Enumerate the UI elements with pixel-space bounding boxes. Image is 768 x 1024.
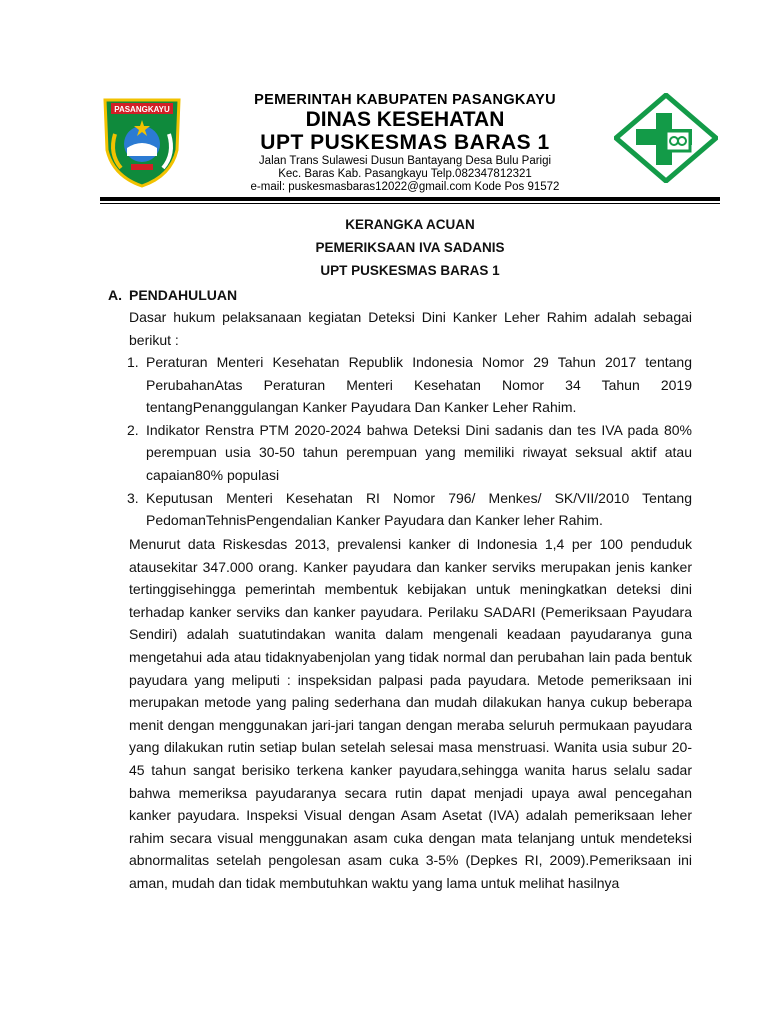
puskesmas-logo <box>614 93 718 183</box>
list-item-number: 3. <box>127 489 139 506</box>
letterhead-email-postcode: e-mail: puskesmasbaras12022@gmail.com Kode Pos 91572 <box>250 181 560 193</box>
list-item-text: Keputusan Menteri Kesehatan RI Nomor 796/ Menkes/ SK/VII/2010 Tentang PedomanTehnisPengendalian Kanker Payudara dan Kanker leher Rahim. <box>146 489 692 529</box>
list-item <box>127 487 692 532</box>
list-item-text: Indikator Renstra PTM 2020-2024 bahwa Deteksi Dini sadanis dan tes IVA pada 80% perempuan usia 30-50 tahun perempuan yang memiliki riwayat seksual aktif atau capaian80% populasi <box>146 421 692 483</box>
list-item <box>127 419 692 487</box>
letterhead-government: PEMERINTAH KABUPATEN PASANGKAYU <box>254 92 556 108</box>
letterhead-institution: UPT PUSKESMAS BARAS 1 <box>260 131 550 154</box>
document-subtitle: PEMERIKSAAN IVA SADANIS <box>315 240 505 255</box>
letterhead-divider-thick <box>100 197 720 201</box>
regency-emblem-logo <box>101 94 183 188</box>
body-paragraph: Menurut data Riskesdas 2013, prevalensi kanker di Indonesia 1,4 per 100 penduduk atausekitar 347.000 orang. Kanker payudara dan kanker serviks merupakan jenis kanker tertinggisehingga pemerintah membentuk kebijakan untuk meningkatkan deteksi dini terhadap kanker serviks dan kanker payudara. Perilaku SADARI (Pemeriksaan Payudara Sendiri) adalah suatutindakan wanita dalam mengenali keadaan payudaranya guna mengetahui ada atau tidaknyabenjolan yang tidak normal dan perubahan lain pada bentuk payudara yang meliputi : inspeksidan palpasi pada payudara. Metode pemeriksaan ini merupakan metode yang paling sederhana dan mudah dilakukan hanya cukup beberapa menit dengan menggunakan jari-jari tangan dengan meraba seluruh permukaan payudara yang dilakukan rutin setiap bulan setelah selesai masa menstruasi. Wanita usia subur 20-45 tahun sangat berisiko terkena kanker payudara,sehingga wanita harus selalu sadar bahwa memeriksa payudaranya secara rutin dapat menjadi upaya awal pencegahan kanker payudara. Inspeksi Visual dengan Asam Asetat (IVA) adalah pemeriksaan leher rahim secara visual menggunakan asam cuka dengan mata telanjang untuk mendeteksi abnormalitas setelah pengolesan asam cuka 3-5% (Depkes RI, 2009).Pemeriksaan ini aman, mudah dan tidak membutuhkan waktu yang lama untuk melihat hasilnya <box>129 536 692 891</box>
letterhead-address: Jalan Trans Sulawesi Dusun Bantayang Desa Bulu Parigi <box>258 155 552 167</box>
list-item-text: Peraturan Menteri Kesehatan Republik Indonesia Nomor 29 Tahun 2017 tentang PerubahanAtas Peraturan Menteri Kesehatan Nomor 34 Tahun 2019 tentangPenanggulangan Kanker Payudara Dan Kanker Leher Rahim. <box>146 354 692 416</box>
letterhead-divider-thin <box>100 203 720 204</box>
list-item <box>127 351 692 419</box>
section-number: A. <box>108 287 122 303</box>
document-organization: UPT PUSKESMAS BARAS 1 <box>320 263 500 278</box>
section-heading <box>108 287 237 303</box>
letterhead-department: DINAS KESEHATAN <box>305 108 505 131</box>
letterhead-district-phone: Kec. Baras Kab. Pasangkayu Telp.082347812321 <box>278 168 532 180</box>
emblem-label: PASANGKAYU <box>114 105 170 114</box>
list-item-number: 2. <box>127 421 139 438</box>
document-title: KERANGKA ACUAN <box>345 217 475 232</box>
list-item-number: 1. <box>127 354 139 370</box>
section-intro: Dasar hukum pelaksanaan kegiatan Deteksi Dini Kanker Leher Rahim adalah sebagai berikut : <box>129 309 692 348</box>
section-title: PENDAHULUAN <box>129 287 238 303</box>
legal-basis-list <box>127 351 692 532</box>
